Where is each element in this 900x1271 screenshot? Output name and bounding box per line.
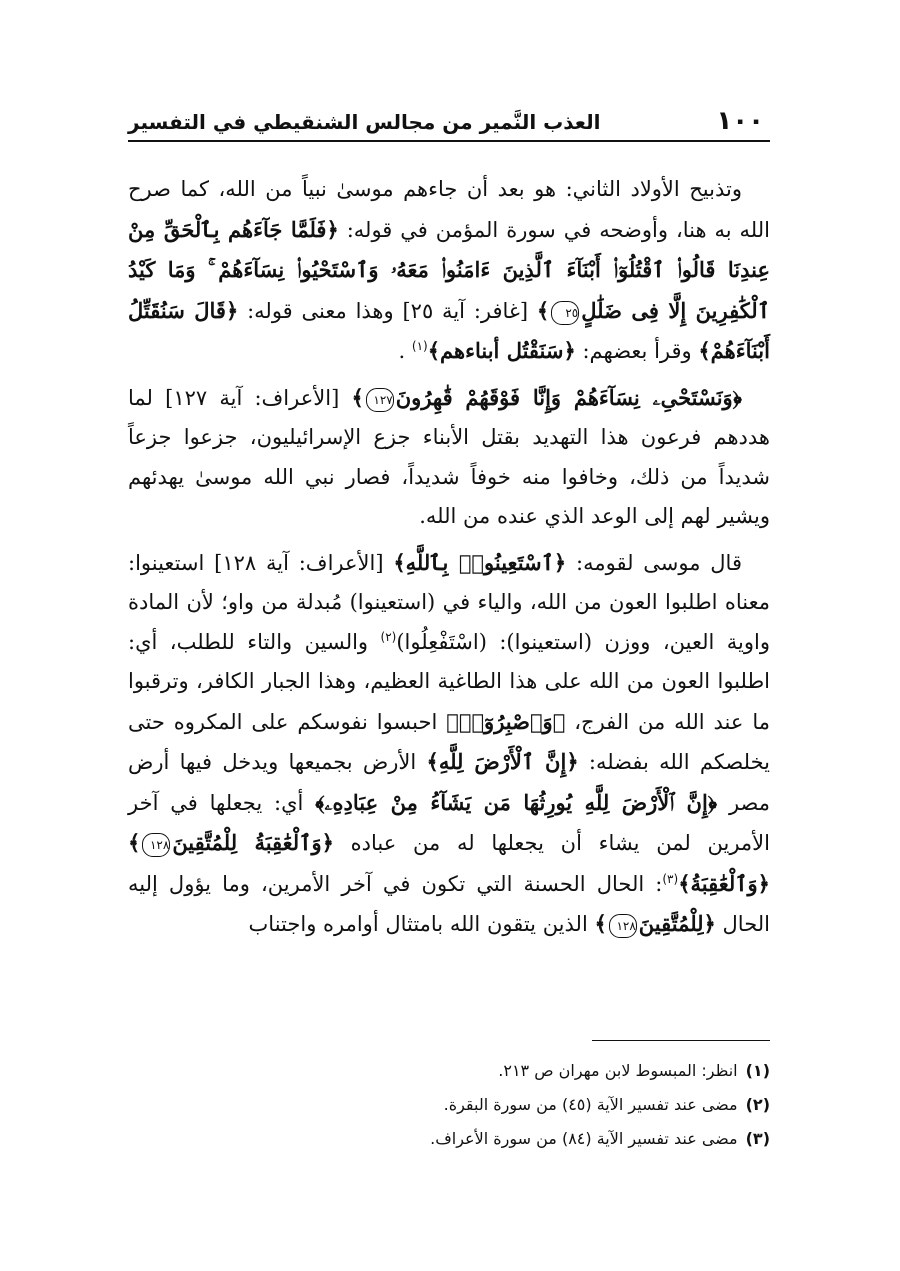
quran-bracket: ﴾ — [351, 384, 364, 410]
footnote-text: انظر: المبسوط لابن مهران ص ٢١٣. — [498, 1061, 738, 1080]
quran-bracket: ﴾ — [128, 830, 141, 855]
quran-verse: ﴿إِنَّ ٱلْأَرْضَ لِلَّهِ يُورِثُهَا مَن يَشَآءُ مِنْ عِبَادِهِۦ﴾ — [315, 789, 718, 815]
footnote-number: (١) — [745, 1061, 770, 1080]
ayah-number-marker: ٢٥ — [551, 301, 579, 325]
text-run: : الحال الحسنة التي تكون في آخر الأمرين، وما يؤول إليه الحال — [128, 871, 770, 936]
quran-bracket: ﴾ — [536, 297, 550, 323]
running-title: العذب النَّمير من مجالس الشنقيطي في التفسير — [128, 110, 601, 134]
paragraph-1 — [128, 170, 770, 372]
quran-bracket: ﴾ — [594, 911, 607, 936]
footnote-ref: (١) — [411, 339, 428, 353]
text-run: . — [398, 339, 412, 363]
paragraph-2 — [128, 378, 770, 537]
quran-verse: ﴿سَنَقْتُل أبناءهم﴾ — [427, 338, 576, 363]
quran-verse: ﴿وَٱلْعَٰقِبَةُ لِلْمُتَّقِينَ — [172, 830, 334, 855]
text-run: وتذبيح الأولاد الثاني: هو بعد أن جاءهم موسىٰ نبياً من الله، كما صرح الله به هنا، وأوضحه في سورة المؤمن في قوله: — [128, 177, 770, 242]
quran-verse: ﴿فَلَمَّا جَآءَهُم بِٱلْحَقِّ مِنْ عِندِنَا قَالُوا۟ ٱقْتُلُوٓا۟ أَبْنَآءَ ٱلَّذِينَ ءَامَنُوا۟ مَعَهُۥ وَٱسْتَحْيُوا۟ نِسَآءَهُمْ ۚ وَمَا كَيْدُ ٱلْكَٰفِرِينَ إِلَّا فِى ضَلَٰلٍ — [128, 216, 770, 323]
quran-verse: ﴿لِلْمُتَّقِينَ — [638, 911, 716, 936]
text-run: [الأعراف: آية ١٢٧] لما هددهم فرعون هذا التهديد بقتل الأبناء جزع الإسرائيليون، جزعوا جزعاً شديداً من ذلك، وخافوا منه خوفاً شديداً، فصار نبي الله موسىٰ يهدئهم ويشير لهم إلى الوعد الذي عنده من الله. — [128, 385, 770, 528]
footnote-ref: (٢) — [380, 629, 397, 644]
ayah-number-marker: ١٢٨ — [609, 914, 637, 938]
paragraph-3 — [128, 543, 770, 945]
text-run: والسين والتاء للطلب، أي: اطلبوا العون من الله على هذا الطاغية العظيم، وهذا الجبار الكافر، وترقبوا ما عند الله من الفرج، — [128, 629, 770, 734]
footnote-item — [128, 1054, 770, 1088]
footnote-text: مضى عند تفسير الآية (٨٤) من سورة الأعراف. — [430, 1129, 738, 1148]
quran-verse: ﴿وَٱصْبِرُوٓا۟﴾ — [446, 708, 566, 734]
page-header — [128, 96, 770, 142]
footnotes — [128, 1054, 770, 1156]
quran-verse: ﴿إِنَّ ٱلْأَرْضَ لِلَّهِ﴾ — [426, 749, 579, 774]
text-run: أي: يجعلها في آخر الأمرين لمن يشاء أن يجعلها له من عباده — [128, 790, 770, 855]
book-page — [128, 96, 770, 1216]
main-text — [128, 170, 770, 945]
footnote-number: (٢) — [745, 1095, 770, 1114]
text-run: احبسوا نفوسكم على المكروه حتى يخلصكم الله بفضله: — [128, 709, 770, 774]
text-run: [الأعراف: آية ١٢٨] استعينوا: معناه اطلبوا العون من الله، والياء في (استعينوا) مُبدلة من واو؛ لأن المادة واوية العين، ووزن (استعينوا): (اسْتَفْعِلُوا) — [128, 550, 770, 654]
footnote-text: مضى عند تفسير الآية (٤٥) من سورة البقرة. — [443, 1095, 738, 1114]
quran-verse: ﴿ٱسْتَعِينُوا۟ بِٱللَّهِ﴾ — [393, 549, 567, 575]
footnote-ref: (٣) — [662, 871, 679, 886]
text-run: قال موسى لقومه: — [566, 550, 742, 575]
page-number: ١٠٠ — [716, 106, 764, 136]
ayah-number-marker: ١٢٧ — [366, 388, 394, 412]
ayah-number-marker: ١٢٨ — [142, 833, 170, 857]
footnote-item — [128, 1088, 770, 1122]
quran-verse: ﴿وَنَسْتَحْىِۦ نِسَآءَهُمْ وَإِنَّا فَوْقَهُمْ قَٰهِرُونَ — [395, 384, 742, 410]
footnote-item — [128, 1122, 770, 1156]
quran-verse: ﴿قَالَ سَنُقَتِّلُ أَبْنَآءَهُمْ﴾ — [128, 297, 770, 363]
footnote-number: (٣) — [745, 1129, 770, 1148]
text-run: الذين يتقون الله بامتثال أوامره واجتناب — [248, 912, 595, 936]
quran-verse: ﴿وَٱلْعَٰقِبَةُ﴾ — [678, 870, 770, 896]
text-run: [غافر: آية ٢٥] وهذا معنى قوله: — [238, 298, 537, 323]
text-run: الأرض بجميعها ويدخل فيها أرض مصر — [128, 750, 770, 815]
footnote-divider — [592, 1040, 770, 1041]
text-run: وقرأ بعضهم: — [575, 339, 699, 363]
